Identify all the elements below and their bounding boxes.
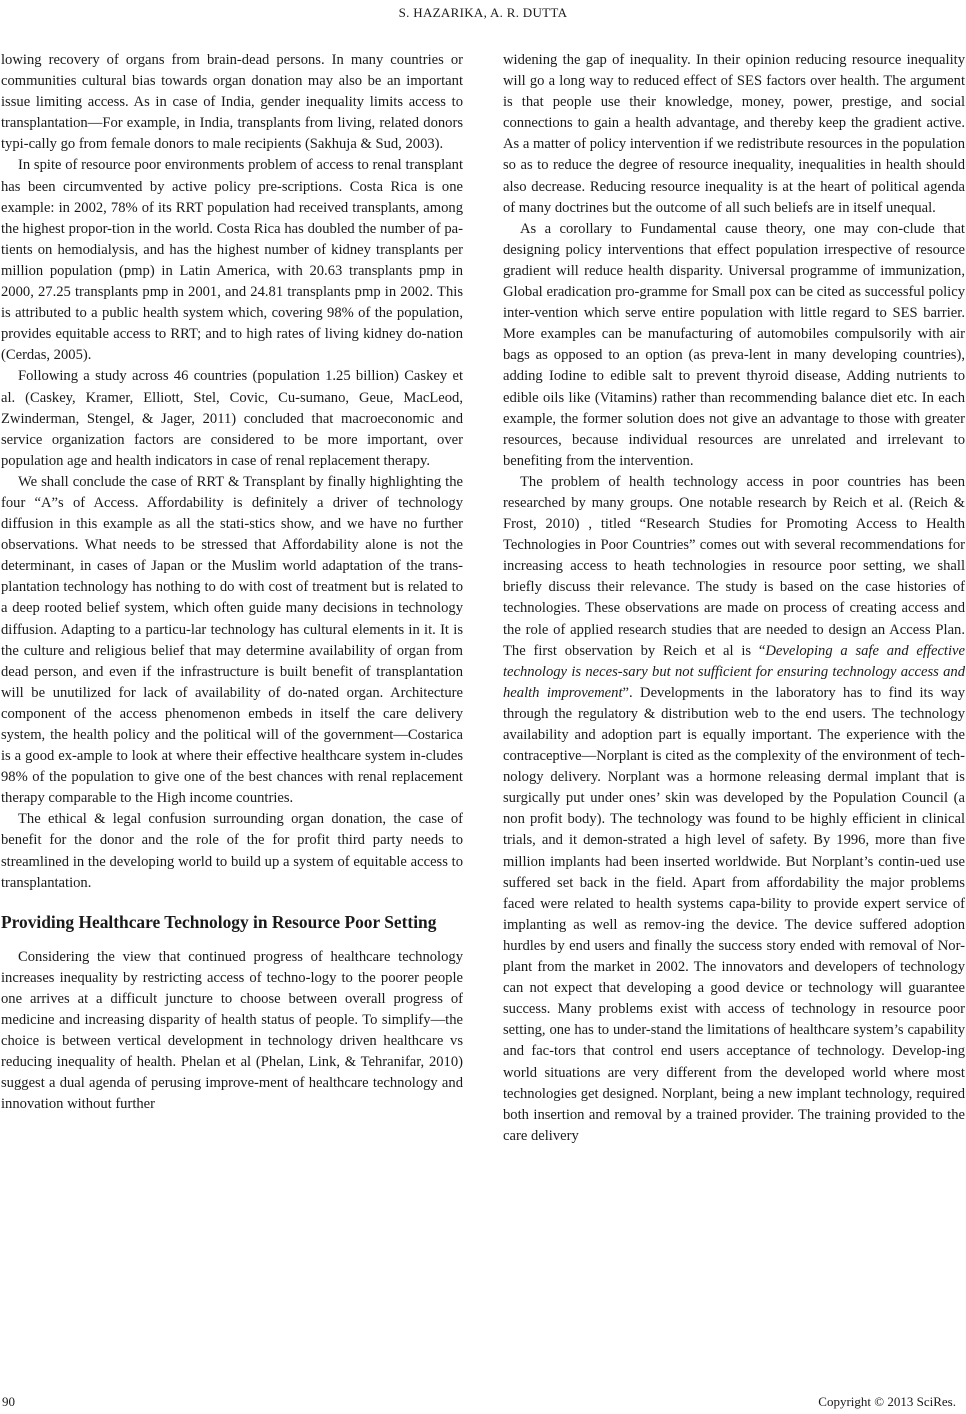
- paragraph: [503, 472, 965, 1147]
- paragraph: In spite of resource poor environments problem of access to renal transplant has been circumvented by active policy pre-scriptions. Costa Rica is one example: in 2002, 78% of its RRT population had received transplants, among the highest propor-tion in the world. Costa Rica has doubled the number of pa-tients on hemodialysis, and has the highest number of kidney transplants per million population (pmp) in Latin America, with 20.63 transplants pmp in 2000, 27.25 transplants pmp in 2001, and 24.81 transplants pmp in 2002. This is attributed to a public health system which, covering 98% of the population, provides equitable access to RRT; and to high rates of living kidney do-nation (Cerdas, 2005).: [1, 157, 463, 364]
- paragraph: The ethical & legal confusion surrounding organ donation, the case of benefit for the donor and the role of the for profit third party needs to streamlined in the developing world to build up a system of equitable access to transplantation.: [1, 811, 463, 891]
- left-column: [1, 50, 463, 1116]
- paragraph-text: The problem of health technology access in poor countries has been researched by many groups. One notable research by Reich et al. (Reich & Frost, 2010) , titled “Research Studies for Promoting Access to Health Technologies in Poor Countries” comes out with several recommendations for increasing access to heath technologies in resource poor setting, we shall briefly discuss their relevance. The study is based on the case histories of technologies. These observations are made on process of creating access and the role of applied research studies that are needed to design an Access Plan. The first observation by Reich et al is “: [503, 473, 965, 659]
- paragraph: Following a study across 46 countries (population 1.25 billion) Caskey et al. (Caskey, Kramer, Elliott, Stel, Covic, Cu-sumano, Geue, MacLeod, Zwinderman, Stengel, & Jager, 2011) concluded that macroeconomic and service organization factors are considered to be more important, over population age and health indicators in case of renal replacement therapy.: [1, 368, 463, 469]
- running-head: S. HAZARIKA, A. R. DUTTA: [398, 5, 568, 20]
- paragraph: lowing recovery of organs from brain-dead persons. In many countries or communities cultural bias towards organ donation may also be an important issue limiting access. As in case of India, gender inequality limits access to transplantation—For example, in India, transplants from living, related donors typi-cally go from female donors to male recipients (Sakhuja & Sud, 2003).: [1, 52, 463, 153]
- copyright-notice: Copyright © 2013 SciRes.: [818, 1394, 956, 1409]
- section-heading: Providing Healthcare Technology in Resource Poor Setting: [1, 911, 437, 932]
- paragraph: Considering the view that continued progress of healthcare technology increases inequality by restricting access of techno-logy to the poorer people one arrives at a difficult juncture to choose between overall progress of medicine and increasing disparity of health status of people. To simplify—the choice is between vertical development in technology driven healthcare vs reducing inequality of health. Phelan et al (Phelan, Link, & Tehranifar, 2010) suggest a dual agenda of perusing improve-ment of healthcare technology and innovation without further: [1, 948, 463, 1113]
- quoted-observation: Developing a safe and effective technology is neces-sary but not sufficient for ensuring technology access and health improvement: [503, 642, 965, 701]
- paragraph-text: ”. Developments in the laboratory has to find its way through the regulatory & distribution web to the end users. The technology availability and adoption part is equally important. The experience with the contraceptive—Norplant is cited as the complexity of the environment of tech-nology delivery. Norplant was a hormone releasing dermal implant that is surgically put under ones’ skin was developed by the Population Council (a non profit body). The technology was found to be highly efficient in clinical trials, and it demon-strated a high level of safety. By 1996, more than five million implants had been inserted worldwide. But Norplant’s contin-ued use suffered set back in the field. Apart from affordability the major problems faced were related to health systems capa-bility to provide expert service of implanting as well as remov-ing the device. The device suffered adoption hurdles by end users and finally the success story ended with removal of Nor-plant from the market in 2002. The innovators and developers of technology can not expect that developing a good device or technology will guarantee success. Many problems exist with access of technology in resource poor setting, one has to under-stand the limitations of healthcare system’s capability and fac-tors that control end users acceptance of technology. Develop-ing world situations are very different from the developed world where most technologies get designed. Norplant, being a new implant technology, required both insertion and removal by a trained provider. The training provided to the care delivery: [503, 684, 965, 1144]
- paragraph: As a corollary to Fundamental cause theory, one may con-clude that designing policy interventions that effect population irrespective of resource gradient will reduce health disparity. Universal programme of immunization, Global eradication pro-gramme for Small pox can be cited as successful policy inter-vention which serve entire population with little regard to SES barrier. More examples can be manufacturing of automobiles compulsorily with air bags as opposed to an option (as preva-lent in many developing countries), adding Iodine to edible salt to prevent thyroid disease, Adding nutrients to edible oils like (Vitamins) rather than recommending balance diet etc. In each example, the former solution does not give an advantage to those with greater resources, because individual resources are unrelated and irrelevant to benefiting from the intervention.: [503, 220, 965, 469]
- right-column: [503, 50, 965, 1147]
- page-number: 90: [2, 1394, 15, 1409]
- paragraph: We shall conclude the case of RRT & Transplant by finally highlighting the four “A”s of Access. Affordability is definitely a driver of technology diffusion in this example as all the stati-stics show, and we have no further observations. What needs to be stressed that Affordability alone is not the determinant, in cases of Japan or the Muslim world adaptation of the trans-plantation technology has nothing to do with cost of treatment but is related to a deep rooted belief system, which often guide many decisions in technology diffusion. Adapting to a particu-lar technology has cultural elements in it. It is the culture and religious belief that may determine availability of organ from dead person, and even if the infrastructure is built benefit of transplantation will be unutilized for lack of availability of do-nated organ. Architecture component of the access phenomenon embeds in itself the care delivery system, the health policy and the political will of the government—Costarica is a good ex-ample to look at where their effective healthcare system in-cludes 98% of the population to give one of the best chances with renal replacement therapy comparable to the High income countries.: [1, 473, 463, 807]
- paragraph: widening the gap of inequality. In their opinion reducing resource inequality will go a long way to reduced effect of SES factors over health. The argument is that people use their knowledge, money, power, prestige, and social connections to gain a health advantage, and thereby keep the gradient active. As a matter of policy intervention if we redistribute resources in the population so as to reduce the degree of resource inequality, inequalities in health should also decrease. Reducing resource inequality is at the heart of political agenda of many doctrines but the outcome of all such beliefs are in itself unequal.: [503, 52, 966, 216]
